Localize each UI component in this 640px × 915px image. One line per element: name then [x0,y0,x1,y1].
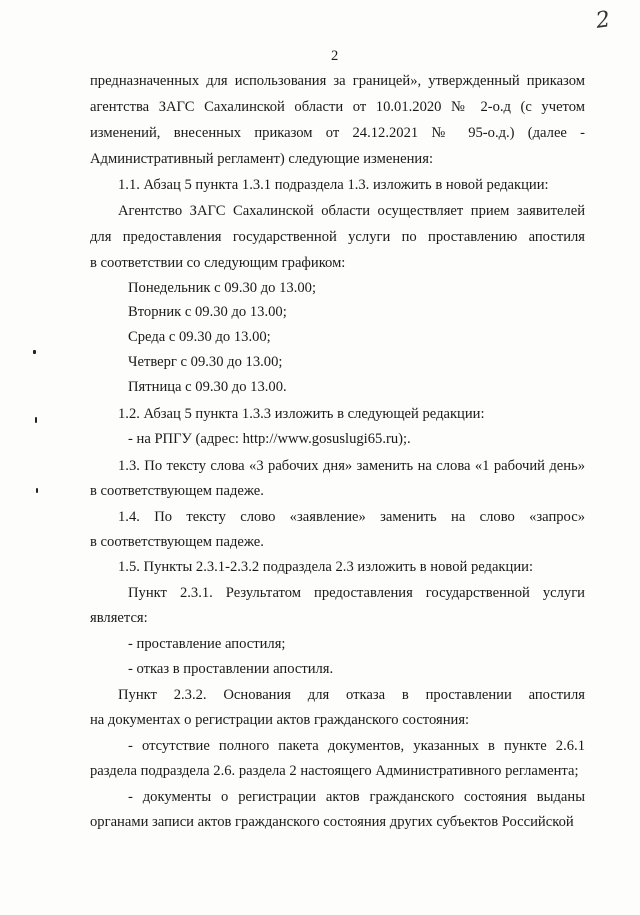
amendment-heading: 1.4. По тексту слово «заявление» заменить на слово «запрос» [118,509,585,525]
schedule-item: Вторник с 09.30 до 13.00; [128,304,287,320]
paragraph-line: Пункт 2.3.1. Результатом предоставления государственной услуги [128,585,585,601]
amendment-heading: 1.1. Абзац 5 пункта 1.3.1 подраздела 1.3. изложить в новой редакции: [118,177,549,193]
paragraph-line: Агентство ЗАГС Сахалинской области осуществляет прием заявителей [118,203,585,219]
paragraph-line: Пункт 2.3.2. Основания для отказа в проставлении апостиля [118,687,585,703]
schedule-item: Пятница с 09.30 до 13.00. [128,379,287,395]
scan-speck [36,488,38,493]
amendment-heading: 1.3. По тексту слова «3 рабочих дня» заменить на слова «1 рабочий день» [118,458,585,474]
schedule-item: Среда с 09.30 до 13.00; [128,329,271,345]
paragraph-line: раздела подраздела 2.6. раздела 2 настоящего Административного регламента; [90,763,579,779]
paragraph-line: изменений, внесенных приказом от 24.12.2021 № 95-о.д.) (далее - [90,125,585,141]
page-number: 2 [331,48,339,64]
list-item: - отсутствие полного пакета документов, указанных в пункте 2.6.1 [128,738,585,754]
paragraph-line: для предоставления государственной услуги по проставлению апостиля [90,229,585,245]
list-item: - отказ в проставлении апостиля. [128,661,334,677]
schedule-item: Понедельник с 09.30 до 13.00; [128,280,317,296]
amendment-heading: 1.5. Пункты 2.3.1-2.3.2 подраздела 2.3 изложить в новой редакции: [118,559,534,575]
amendment-heading: 1.2. Абзац 5 пункта 1.3.3 изложить в следующей редакции: [118,406,485,422]
paragraph-line: в соответствии со следующим графиком: [90,255,346,271]
paragraph-line: в соответствующем падеже. [90,483,264,499]
paragraph-line: является: [90,610,148,626]
paragraph-line: - на РПГУ (адрес: http://www.gosuslugi65.ru);. [128,431,411,447]
paragraph-line: предназначенных для использования за границей», утвержденный приказом [90,73,585,89]
list-item: - документы о регистрации актов гражданского состояния выданы [128,789,585,805]
list-item: - проставление апостиля; [128,636,286,652]
paragraph-line: агентства ЗАГС Сахалинской области от 10.01.2020 № 2-о.д (с учетом [90,99,585,115]
paragraph-line: на документах о регистрации актов гражданского состояния: [90,712,470,728]
schedule-item: Четверг с 09.30 до 13.00; [128,354,283,370]
scan-speck [33,350,36,354]
paragraph-line: Административный регламент) следующие изменения: [90,151,433,167]
paragraph-line: в соответствующем падеже. [90,534,264,550]
paragraph-line: органами записи актов гражданского состояния других субъектов Российской [90,814,574,830]
scan-speck [35,417,37,423]
handwritten-page-mark: 2 [594,7,612,34]
